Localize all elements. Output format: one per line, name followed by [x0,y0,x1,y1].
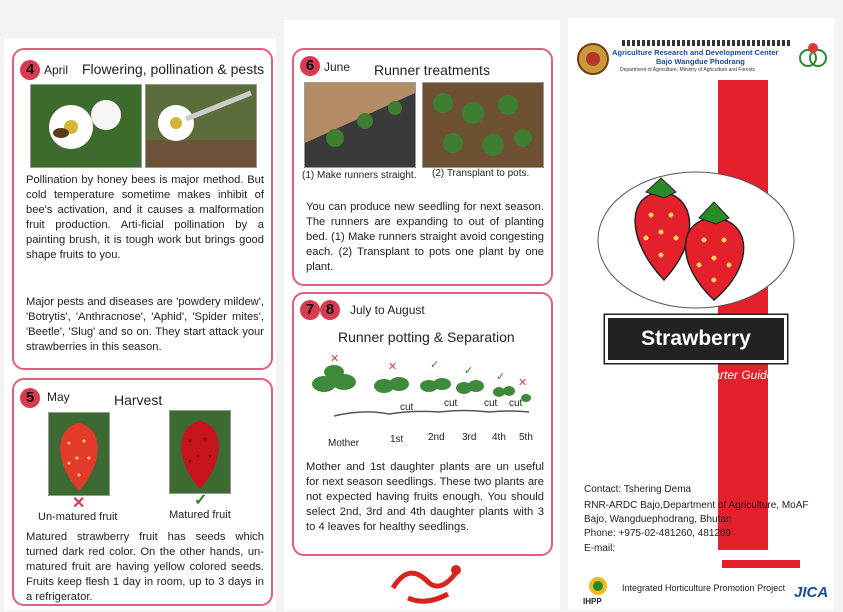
section-5-box [12,378,273,606]
plant-label-5th: 5th [519,432,533,443]
cut-label: cut [484,398,498,409]
cover-subtitle: Starter Guide [702,368,774,382]
section-month: June [324,60,351,74]
section-title: Flowering, pollination & pests [82,61,265,77]
section-title: Runner treatments [374,62,490,78]
contact-email: E-mail: [584,543,616,554]
org-location: Bajo Wangdue Phodrang [656,57,745,66]
contact-name: Contact: Tshering Dema [584,484,692,495]
svg-text:✓: ✓ [464,365,474,377]
section-title: Runner potting & Separation [338,329,515,345]
ihpp-logo [583,576,613,598]
project-name: Integrated Horticulture Promotion Project [622,583,786,593]
plant-label-1st: 1st [390,434,404,445]
contact-address-2: Bajo, Wangduephodrang, Bhutan [584,514,732,525]
pests-text: Major pests and diseases are 'powdery mildew', 'Botrytis', 'Anthracnose', 'Aphid', 'Spider mites', 'Beetle', 'Slug' and so on. They start attack your strawberries in this season. [26,296,264,353]
plant-label-mother: Mother [328,438,360,449]
matured-caption: Matured fruit [169,509,231,521]
dzongkha-text [622,40,792,46]
unmatured-caption: Un-matured fruit [38,511,118,523]
strawberry-illustration [596,170,796,310]
unmatured-strawberry-photo [48,412,110,496]
org-department: Department of Agriculture, Ministry of Agriculture and Forests [620,67,756,73]
cover-title-box [605,315,787,363]
step-number-8: 8 [320,300,340,320]
svg-text:✓: ✓ [496,371,506,383]
contact-address-1: RNR-ARDC Bajo,Department of Agriculture, MoAF [584,500,809,511]
svg-text:✕: ✕ [518,377,528,389]
matured-strawberry-photo [169,410,231,494]
cross-icon: ✕ [72,495,86,512]
step-number: 4 [20,60,40,80]
section-6-box [292,48,553,286]
caption-1: (1) Make runners straight. [302,170,417,181]
runner-diagram [304,354,544,444]
transplant-pots-photo [422,82,544,168]
step-number-7: 7 [300,300,320,320]
svg-text:✕: ✕ [388,361,398,373]
cut-label: cut [444,398,458,409]
section-78-box [292,292,553,556]
contact-phone: Phone: +975-02-481260, 481209 [584,528,732,539]
section-month: May [47,390,70,404]
cut-label: cut [509,398,523,409]
moaf-logo-right [798,40,828,72]
runner-straight-photo [304,82,416,168]
ihpp-label: IHPP [583,597,602,606]
jica-logo: JICA [794,584,829,601]
check-icon: ✓ [194,492,208,509]
ardc-logo-left [576,42,610,76]
red-strip [722,560,800,568]
step-number: 5 [20,388,40,408]
cover-title: Strawberry [641,327,751,350]
svg-text:✓: ✓ [430,359,440,371]
plant-label-2nd: 2nd [428,432,445,443]
caption-2: (2) Transplant to pots. [432,168,530,179]
section-month: July to August [350,303,425,317]
plant-label-4th: 4th [492,432,506,443]
step-number: 6 [300,56,320,76]
pollination-text: Pollination by honey bees is major method. But cold temperature sometime makes inhibit of bee's activation, and it causes a malformation fruit production. Arti-ficial pollination by a painting brush, it is tough work but brings good shape fruits to you. [26,174,264,261]
svg-text:✕: ✕ [330,354,340,365]
org-name: Agriculture Research and Development Center [612,48,779,57]
harvest-text: Matured strawberry fruit has seeds which turned dark red color. On the other hands, un-matured fruit are having yellow colored seeds. Fruits keep flesh 1 day in room, up to 3 days in a refrigerator. [26,531,264,603]
dragon-icon [388,558,464,608]
cut-label: cut [400,402,414,413]
flower-bee-photo [30,84,142,168]
brush-pollination-photo [145,84,257,168]
separation-text: Mother and 1st daughter plants are un useful for next season seedlings. These two plants are not expected having fruits enough. You should select 2nd, 3rd and 4th daughter plants with 3 to 4 leaves for healthy seedlings. [306,461,544,533]
plant-label-3rd: 3rd [462,432,477,443]
section-month: April [44,63,69,77]
section-title: Harvest [114,392,163,408]
section-4-box [12,48,273,370]
runner-text: You can produce new seedling for next season. The runners are expanding to out of planting bed. (1) Make runners straight avoid congesting each. (2) Transplant to pots one plant by one plant. [306,201,544,273]
